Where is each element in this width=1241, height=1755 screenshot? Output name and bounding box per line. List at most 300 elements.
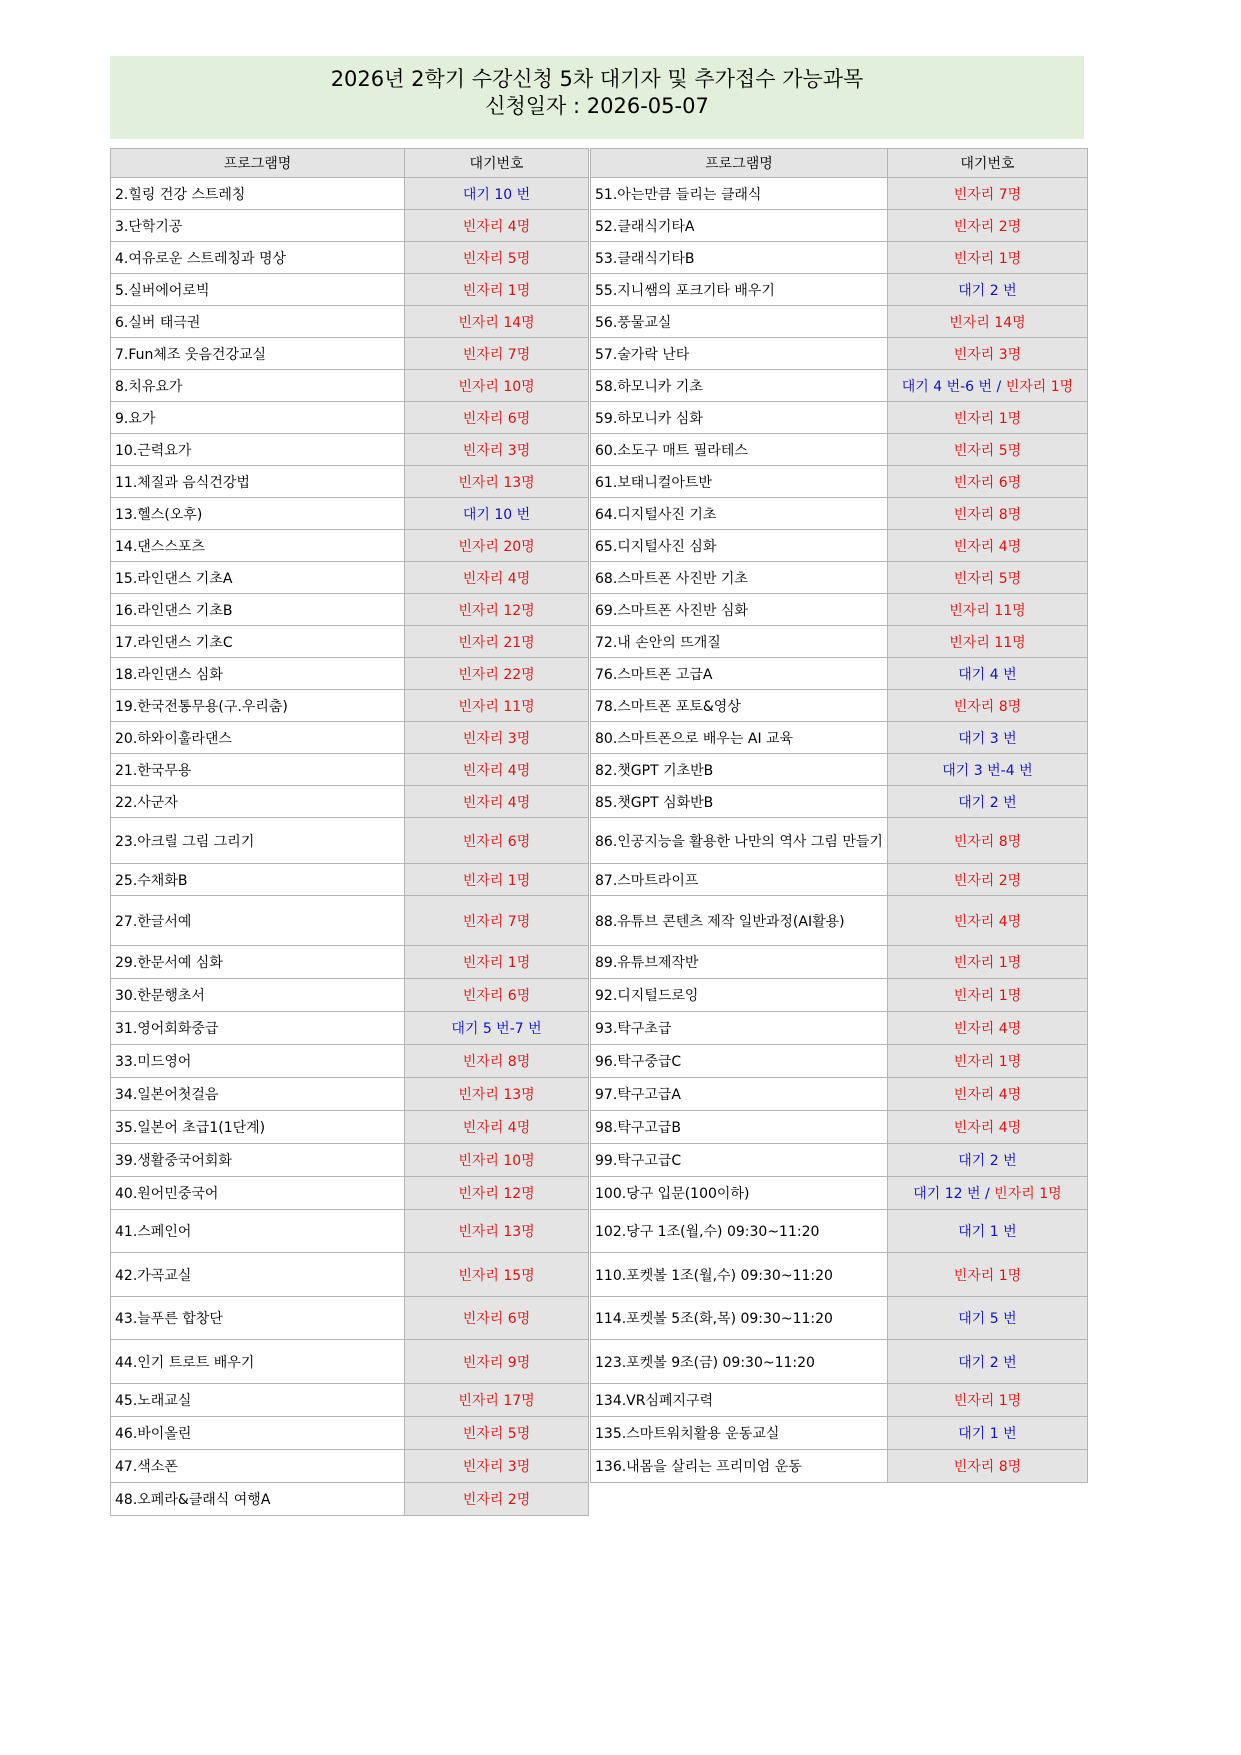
wait-number-header: 대기번호 <box>405 149 589 178</box>
table-row <box>111 370 589 402</box>
vacancy-text: 빈자리 4명 <box>462 794 531 811</box>
table-row <box>591 722 1088 754</box>
wait-status-cell <box>887 896 1087 946</box>
table-row <box>111 210 589 242</box>
waitlist-text: 대기 4 번-6 번 <box>901 378 993 395</box>
waitlist-text: 대기 2 번 <box>958 1153 1017 1169</box>
vacancy-text: 빈자리 11명 <box>949 634 1026 651</box>
wait-status-cell <box>887 1012 1087 1045</box>
program-name-cell: 21.한국무용 <box>111 754 405 786</box>
wait-status-cell <box>405 690 589 722</box>
wait-status-cell <box>887 498 1087 530</box>
wait-status-cell <box>887 274 1087 306</box>
vacancy-text: 빈자리 8명 <box>953 698 1022 715</box>
vacancy-text: 빈자리 4명 <box>953 538 1022 555</box>
wait-status-cell <box>887 562 1087 594</box>
program-name-cell: 102.당구 1조(월,수) 09:30~11:20 <box>591 1210 888 1253</box>
wait-status-cell <box>887 818 1087 864</box>
table-row <box>591 498 1088 530</box>
wait-status-cell <box>405 1340 589 1384</box>
table-row <box>111 1177 589 1210</box>
program-name-cell: 40.원어민중국어 <box>111 1177 405 1210</box>
table-row <box>591 1384 1088 1417</box>
program-name-cell: 15.라인댄스 기초A <box>111 562 405 594</box>
wait-status-cell <box>887 1210 1087 1253</box>
program-name-cell: 5.실버에어로빅 <box>111 274 405 306</box>
wait-status-cell <box>405 1483 589 1516</box>
vacancy-text: 빈자리 1명 <box>953 1054 1022 1070</box>
waitlist-text: 대기 1 번 <box>958 1224 1017 1240</box>
wait-status-cell <box>887 402 1087 434</box>
vacancy-text: 빈자리 1명 <box>1005 378 1074 395</box>
vacancy-text: 빈자리 3명 <box>462 1459 531 1475</box>
program-name-cell: 45.노래교실 <box>111 1384 405 1417</box>
vacancy-text: 빈자리 7명 <box>953 186 1022 203</box>
vacancy-text: 빈자리 7명 <box>462 913 531 930</box>
wait-status-cell <box>405 210 589 242</box>
vacancy-text: 빈자리 4명 <box>462 218 531 235</box>
wait-status-cell <box>405 1417 589 1450</box>
program-name-cell: 25.수채화B <box>111 864 405 896</box>
vacancy-text: 빈자리 5명 <box>462 1426 531 1442</box>
program-name-cell: 82.챗GPT 기초반B <box>591 754 888 786</box>
table-row <box>591 210 1088 242</box>
wait-status-cell <box>405 178 589 210</box>
table-row <box>591 786 1088 818</box>
waitlist-text: 대기 2 번 <box>958 1354 1017 1371</box>
table-row <box>591 1450 1088 1483</box>
wait-status-cell <box>405 722 589 754</box>
wait-status-cell <box>887 1297 1087 1340</box>
table-row <box>111 864 589 896</box>
wait-status-cell <box>405 1297 589 1340</box>
program-name-cell: 92.디지털드로잉 <box>591 979 888 1012</box>
program-name-cell: 47.색소폰 <box>111 1450 405 1483</box>
waitlist-text: 대기 10 번 <box>462 186 531 203</box>
table-row <box>111 434 589 466</box>
program-name-cell: 3.단학기공 <box>111 210 405 242</box>
waitlist-text: 대기 2 번 <box>958 282 1017 299</box>
wait-status-cell <box>405 274 589 306</box>
program-name-cell: 41.스페인어 <box>111 1210 405 1253</box>
table-row <box>591 754 1088 786</box>
program-name-cell: 65.디지털사진 심화 <box>591 530 888 562</box>
program-name-cell: 14.댄스스포츠 <box>111 530 405 562</box>
table-row <box>111 498 589 530</box>
wait-status-cell <box>405 498 589 530</box>
table-row <box>111 690 589 722</box>
table-row <box>111 338 589 370</box>
table-row <box>591 274 1088 306</box>
table-row <box>591 864 1088 896</box>
table-header-row <box>111 149 589 178</box>
vacancy-text: 빈자리 13명 <box>458 474 535 491</box>
table-row <box>591 1177 1088 1210</box>
program-name-cell: 96.탁구중급C <box>591 1045 888 1078</box>
table-row <box>591 1078 1088 1111</box>
program-name-cell: 55.지니쌤의 포크기타 배우기 <box>591 274 888 306</box>
vacancy-text: 빈자리 8명 <box>462 1054 531 1070</box>
vacancy-text: 빈자리 1명 <box>953 1267 1022 1284</box>
waitlist-text: 대기 5 번 <box>958 1311 1017 1327</box>
program-name-cell: 18.라인댄스 심화 <box>111 658 405 690</box>
table-row <box>111 1210 589 1253</box>
wait-status-cell <box>887 1177 1087 1210</box>
vacancy-text: 빈자리 9명 <box>462 1354 531 1371</box>
vacancy-text: 빈자리 21명 <box>458 634 535 651</box>
vacancy-text: 빈자리 1명 <box>953 250 1022 267</box>
program-name-cell: 88.유튜브 콘텐츠 제작 일반과정(AI활용) <box>591 896 888 946</box>
vacancy-text: 빈자리 2명 <box>462 1492 531 1508</box>
program-name-cell: 57.술가락 난타 <box>591 338 888 370</box>
program-name-cell: 68.스마트폰 사진반 기초 <box>591 562 888 594</box>
vacancy-text: 빈자리 4명 <box>462 570 531 587</box>
table-row <box>111 979 589 1012</box>
table-row <box>111 946 589 979</box>
program-name-cell: 30.한문행초서 <box>111 979 405 1012</box>
wait-status-cell <box>405 242 589 274</box>
table-row <box>591 594 1088 626</box>
wait-status-cell <box>405 1012 589 1045</box>
waitlist-text: 대기 1 번 <box>958 1426 1017 1442</box>
wait-status-cell <box>405 1384 589 1417</box>
wait-status-cell <box>887 466 1087 498</box>
table-row <box>591 626 1088 658</box>
table-row <box>591 242 1088 274</box>
wait-status-cell <box>405 658 589 690</box>
table-row <box>591 338 1088 370</box>
right-course-table <box>590 148 1088 1483</box>
vacancy-text: 빈자리 22명 <box>458 666 535 683</box>
vacancy-text: 빈자리 6명 <box>953 474 1022 491</box>
table-row <box>591 1417 1088 1450</box>
wait-status-cell <box>405 530 589 562</box>
program-name-cell: 48.오페라&클래식 여행A <box>111 1483 405 1516</box>
wait-status-cell <box>887 690 1087 722</box>
table-row <box>591 896 1088 946</box>
program-name-cell: 89.유튜브제작반 <box>591 946 888 979</box>
program-name-cell: 76.스마트폰 고급A <box>591 658 888 690</box>
vacancy-text: 빈자리 3명 <box>462 730 531 747</box>
program-name-cell: 42.가곡교실 <box>111 1253 405 1297</box>
wait-status-cell <box>887 1253 1087 1297</box>
wait-status-cell <box>887 864 1087 896</box>
wait-status-cell <box>405 864 589 896</box>
program-name-cell: 93.탁구초급 <box>591 1012 888 1045</box>
program-name-cell: 7.Fun체조 웃음건강교실 <box>111 338 405 370</box>
wait-status-cell <box>405 818 589 864</box>
vacancy-text: 빈자리 6명 <box>462 1311 531 1327</box>
waitlist-text: 대기 5 번-7 번 <box>451 1021 542 1037</box>
program-name-cell: 39.생활중국어회화 <box>111 1144 405 1177</box>
wait-status-cell <box>887 1078 1087 1111</box>
program-name-cell: 29.한문서예 심화 <box>111 946 405 979</box>
table-row <box>591 178 1088 210</box>
vacancy-text: 빈자리 7명 <box>462 346 531 363</box>
program-name-cell: 136.내몸을 살리는 프리미엄 운동 <box>591 1450 888 1483</box>
vacancy-text: 빈자리 8명 <box>953 506 1022 523</box>
program-name-cell: 6.실버 태극권 <box>111 306 405 338</box>
table-row <box>591 1012 1088 1045</box>
vacancy-text: 빈자리 17명 <box>458 1393 535 1409</box>
vacancy-text: 빈자리 1명 <box>462 955 531 971</box>
table-row <box>111 818 589 864</box>
wait-status-cell <box>887 722 1087 754</box>
program-name-cell: 33.미드영어 <box>111 1045 405 1078</box>
vacancy-text: 빈자리 13명 <box>458 1224 535 1240</box>
vacancy-text: 빈자리 2명 <box>953 872 1022 889</box>
table-row <box>111 306 589 338</box>
program-name-cell: 13.헬스(오후) <box>111 498 405 530</box>
wait-status-cell <box>405 370 589 402</box>
table-row <box>591 946 1088 979</box>
program-name-cell: 8.치유요가 <box>111 370 405 402</box>
program-name-cell: 59.하모니카 심화 <box>591 402 888 434</box>
program-name-header: 프로그램명 <box>591 149 888 178</box>
left-course-table <box>110 148 589 1516</box>
table-row <box>111 466 589 498</box>
wait-status-cell <box>405 594 589 626</box>
table-row <box>111 658 589 690</box>
wait-status-cell <box>405 979 589 1012</box>
wait-status-cell <box>405 1450 589 1483</box>
program-name-cell: 17.라인댄스 기초C <box>111 626 405 658</box>
table-row <box>591 370 1088 402</box>
table-row <box>591 1111 1088 1144</box>
table-row <box>111 178 589 210</box>
table-row <box>111 626 589 658</box>
program-name-cell: 86.인공지능을 활용한 나만의 역사 그림 만들기 <box>591 818 888 864</box>
program-name-cell: 53.클래식기타B <box>591 242 888 274</box>
waitlist-text: / <box>992 378 1006 395</box>
table-row <box>111 594 589 626</box>
table-row <box>591 402 1088 434</box>
wait-status-cell <box>405 946 589 979</box>
wait-status-cell <box>887 946 1087 979</box>
program-name-cell: 135.스마트워치활용 운동교실 <box>591 1417 888 1450</box>
table-row <box>591 690 1088 722</box>
wait-status-cell <box>405 306 589 338</box>
program-name-cell: 34.일본어첫걸음 <box>111 1078 405 1111</box>
table-row <box>591 1210 1088 1253</box>
vacancy-text: 빈자리 4명 <box>462 762 531 779</box>
program-name-cell: 9.요가 <box>111 402 405 434</box>
table-header-row <box>591 149 1088 178</box>
program-name-cell: 52.클래식기타A <box>591 210 888 242</box>
wait-status-cell <box>405 626 589 658</box>
wait-status-cell <box>887 1340 1087 1384</box>
wait-status-cell <box>405 434 589 466</box>
wait-status-cell <box>405 1177 589 1210</box>
table-row <box>591 562 1088 594</box>
table-row <box>591 658 1088 690</box>
table-row <box>111 896 589 946</box>
waitlist-text: 대기 10 번 <box>462 506 531 523</box>
vacancy-text: 빈자리 8명 <box>953 833 1022 850</box>
table-row <box>111 1340 589 1384</box>
wait-status-cell <box>887 594 1087 626</box>
table-row <box>111 722 589 754</box>
wait-status-cell <box>405 1045 589 1078</box>
table-row <box>111 1078 589 1111</box>
wait-status-cell <box>405 338 589 370</box>
vacancy-text: 빈자리 8명 <box>953 1459 1022 1475</box>
table-row <box>591 530 1088 562</box>
program-name-cell: 110.포켓볼 1조(월,수) 09:30~11:20 <box>591 1253 888 1297</box>
vacancy-text: 빈자리 13명 <box>458 1087 535 1103</box>
vacancy-text: 빈자리 2명 <box>953 218 1022 235</box>
program-name-cell: 46.바이올린 <box>111 1417 405 1450</box>
wait-status-cell <box>405 1144 589 1177</box>
vacancy-text: 빈자리 20명 <box>458 538 535 555</box>
program-name-cell: 97.탁구고급A <box>591 1078 888 1111</box>
program-name-cell: 10.근력요가 <box>111 434 405 466</box>
program-name-cell: 72.내 손안의 뜨개질 <box>591 626 888 658</box>
table-row <box>111 1450 589 1483</box>
vacancy-text: 빈자리 4명 <box>462 1120 531 1136</box>
vacancy-text: 빈자리 1명 <box>953 410 1022 427</box>
wait-status-cell <box>887 1144 1087 1177</box>
table-row <box>591 466 1088 498</box>
program-name-cell: 64.디지털사진 기초 <box>591 498 888 530</box>
program-name-cell: 27.한글서예 <box>111 896 405 946</box>
table-row <box>591 434 1088 466</box>
wait-status-cell <box>887 530 1087 562</box>
wait-status-cell <box>887 370 1087 402</box>
program-name-cell: 99.탁구고급C <box>591 1144 888 1177</box>
program-name-cell: 22.사군자 <box>111 786 405 818</box>
program-name-cell: 98.탁구고급B <box>591 1111 888 1144</box>
program-name-cell: 23.아크릴 그림 그리기 <box>111 818 405 864</box>
wait-status-cell <box>887 786 1087 818</box>
table-row <box>591 1253 1088 1297</box>
program-name-cell: 16.라인댄스 기초B <box>111 594 405 626</box>
vacancy-text: 빈자리 4명 <box>953 1087 1022 1103</box>
vacancy-text: 빈자리 11명 <box>458 698 535 715</box>
waitlist-text: 대기 3 번-4 번 <box>942 762 1033 779</box>
program-name-cell: 35.일본어 초급1(1단계) <box>111 1111 405 1144</box>
table-row <box>591 1297 1088 1340</box>
table-row <box>111 1297 589 1340</box>
wait-status-cell <box>405 1253 589 1297</box>
program-name-header: 프로그램명 <box>111 149 405 178</box>
wait-status-cell <box>887 178 1087 210</box>
vacancy-text: 빈자리 4명 <box>953 1021 1022 1037</box>
table-row <box>111 1483 589 1516</box>
table-row <box>111 754 589 786</box>
wait-status-cell <box>887 306 1087 338</box>
wait-status-cell <box>887 626 1087 658</box>
table-row <box>111 562 589 594</box>
wait-status-cell <box>405 786 589 818</box>
title-banner <box>110 56 1084 139</box>
program-name-cell: 100.당구 입문(100이하) <box>591 1177 888 1210</box>
vacancy-text: 빈자리 10명 <box>458 1153 535 1169</box>
wait-status-cell <box>405 896 589 946</box>
vacancy-text: 빈자리 5명 <box>953 570 1022 587</box>
waitlist-text: / <box>980 1186 995 1202</box>
vacancy-text: 빈자리 14명 <box>949 314 1026 331</box>
wait-status-cell <box>405 562 589 594</box>
wait-status-cell <box>887 1111 1087 1144</box>
vacancy-text: 빈자리 1명 <box>953 988 1022 1004</box>
program-name-cell: 11.체질과 음식건강법 <box>111 466 405 498</box>
program-name-cell: 4.여유로운 스트레칭과 명상 <box>111 242 405 274</box>
application-date: 신청일자 : 2026-05-07 <box>485 94 709 118</box>
program-name-cell: 85.챗GPT 심화반B <box>591 786 888 818</box>
program-name-cell: 60.소도구 매트 필라테스 <box>591 434 888 466</box>
wait-status-cell <box>887 1045 1087 1078</box>
vacancy-text: 빈자리 4명 <box>953 1120 1022 1136</box>
vacancy-text: 빈자리 1명 <box>953 955 1022 971</box>
table-row <box>591 818 1088 864</box>
wait-status-cell <box>887 658 1087 690</box>
program-name-cell: 58.하모니카 기초 <box>591 370 888 402</box>
program-name-cell: 31.영어회화중급 <box>111 1012 405 1045</box>
vacancy-text: 빈자리 5명 <box>953 442 1022 459</box>
program-name-cell: 87.스마트라이프 <box>591 864 888 896</box>
vacancy-text: 빈자리 1명 <box>994 1186 1062 1202</box>
wait-status-cell <box>405 402 589 434</box>
vacancy-text: 빈자리 12명 <box>458 1186 535 1202</box>
table-row <box>111 242 589 274</box>
program-name-cell: 80.스마트폰으로 배우는 AI 교육 <box>591 722 888 754</box>
page-title: 2026년 2학기 수강신청 5차 대기자 및 추가접수 가능과목 <box>330 67 864 91</box>
wait-status-cell <box>887 979 1087 1012</box>
wait-status-cell <box>887 242 1087 274</box>
vacancy-text: 빈자리 5명 <box>462 250 531 267</box>
wait-status-cell <box>405 1111 589 1144</box>
table-row <box>111 530 589 562</box>
table-row <box>111 786 589 818</box>
table-row <box>591 1045 1088 1078</box>
vacancy-text: 빈자리 1명 <box>462 872 531 889</box>
wait-status-cell <box>405 1078 589 1111</box>
wait-status-cell <box>887 1450 1087 1483</box>
vacancy-text: 빈자리 12명 <box>458 602 535 619</box>
table-row <box>111 1384 589 1417</box>
wait-status-cell <box>887 754 1087 786</box>
table-row <box>591 306 1088 338</box>
program-name-cell: 20.하와이훌라댄스 <box>111 722 405 754</box>
vacancy-text: 빈자리 14명 <box>458 314 535 331</box>
program-name-cell: 78.스마트폰 포토&영상 <box>591 690 888 722</box>
table-row <box>591 979 1088 1012</box>
vacancy-text: 빈자리 4명 <box>953 913 1022 930</box>
table-row <box>111 402 589 434</box>
wait-number-header: 대기번호 <box>887 149 1087 178</box>
wait-status-cell <box>887 338 1087 370</box>
table-row <box>591 1340 1088 1384</box>
waitlist-text: 대기 12 번 <box>913 1186 981 1202</box>
program-name-cell: 134.VR심폐지구력 <box>591 1384 888 1417</box>
wait-status-cell <box>405 1210 589 1253</box>
program-name-cell: 56.풍물교실 <box>591 306 888 338</box>
vacancy-text: 빈자리 10명 <box>458 378 535 395</box>
wait-status-cell <box>887 1417 1087 1450</box>
waitlist-text: 대기 2 번 <box>958 794 1017 811</box>
program-name-cell: 2.힐링 건강 스트레칭 <box>111 178 405 210</box>
program-name-cell: 19.한국전통무용(구.우리춤) <box>111 690 405 722</box>
program-name-cell: 43.늘푸른 합창단 <box>111 1297 405 1340</box>
vacancy-text: 빈자리 6명 <box>462 833 531 850</box>
program-name-cell: 123.포켓볼 9조(금) 09:30~11:20 <box>591 1340 888 1384</box>
waitlist-text: 대기 4 번 <box>958 666 1017 683</box>
vacancy-text: 빈자리 15명 <box>458 1267 535 1284</box>
wait-status-cell <box>887 1384 1087 1417</box>
wait-status-cell <box>405 466 589 498</box>
wait-status-cell <box>887 210 1087 242</box>
